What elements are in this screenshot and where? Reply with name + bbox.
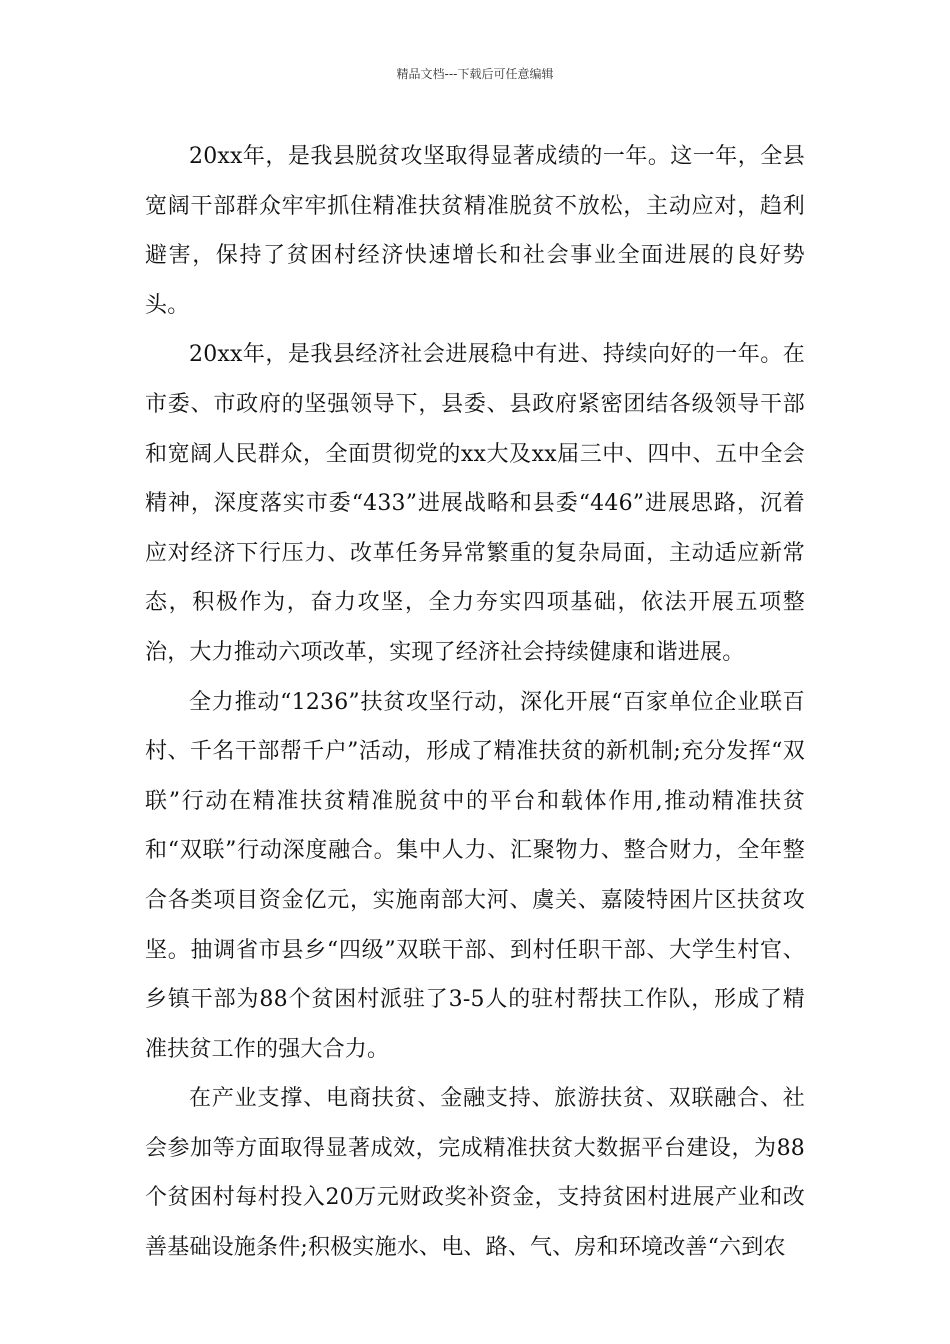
paragraph-4: 在产业支撑、电商扶贫、金融支持、旅游扶贫、双联融合、社会参加等方面取得显著成效，完成精准扶贫大数据平台建设，为88个贫困村每村投入20万元财政奖补资金，支持贫困村进展产业和改善基础设施条件;积极实施水、电、路、气、房和环境改善“六到农 — [145, 1086, 805, 1261]
paragraph-2: 20xx年，是我县经济社会进展稳中有进、持续向好的一年。在市委、市政府的坚强领导下，县委、县政府紧密团结各级领导干部和宽阔人民群众，全面贯彻党的xx大及xx届三中、四中、五中全会精神，深度落实市委“433”进展战略和县委“446”进展思路，沉着应对经济下行压力、改革任务异常繁重的复杂局面，主动适应新常态，积极作为，奋力攻坚，全力夯实四项基础，依法开展五项整治，大力推动六项改革，实现了经济社会持续健康和谐进展。 — [145, 342, 805, 665]
paragraph-1: 20xx年，是我县脱贫攻坚取得显著成绩的一年。这一年，全县宽阔干部群众牢牢抓住精准扶贫精准脱贫不放松，主动应对，趋利避害，保持了贫困村经济快速增长和社会事业全面进展的良好势头。 — [145, 144, 805, 318]
document-body — [145, 132, 805, 1273]
paragraph-3: 全力推动“1236”扶贫攻坚行动，深化开展“百家单位企业联百村、千名干部帮千户”活动，形成了精准扶贫的新机制;充分发挥“双联”行动在精准扶贫精准脱贫中的平台和载体作用,推动精准扶贫和“双联”行动深度融合。集中人力、汇聚物力、整合财力，全年整合各类项目资金亿元，实施南部大河、虞关、嘉陵特困片区扶贫攻坚。抽调省市县乡“四级”双联干部、到村任职干部、大学生村官、乡镇干部为88个贫困村派驻了3-5人的驻村帮扶工作队，形成了精准扶贫工作的强大合力。 — [145, 689, 805, 1062]
page-header: 精品文档---下载后可任意编辑 — [396, 67, 554, 81]
